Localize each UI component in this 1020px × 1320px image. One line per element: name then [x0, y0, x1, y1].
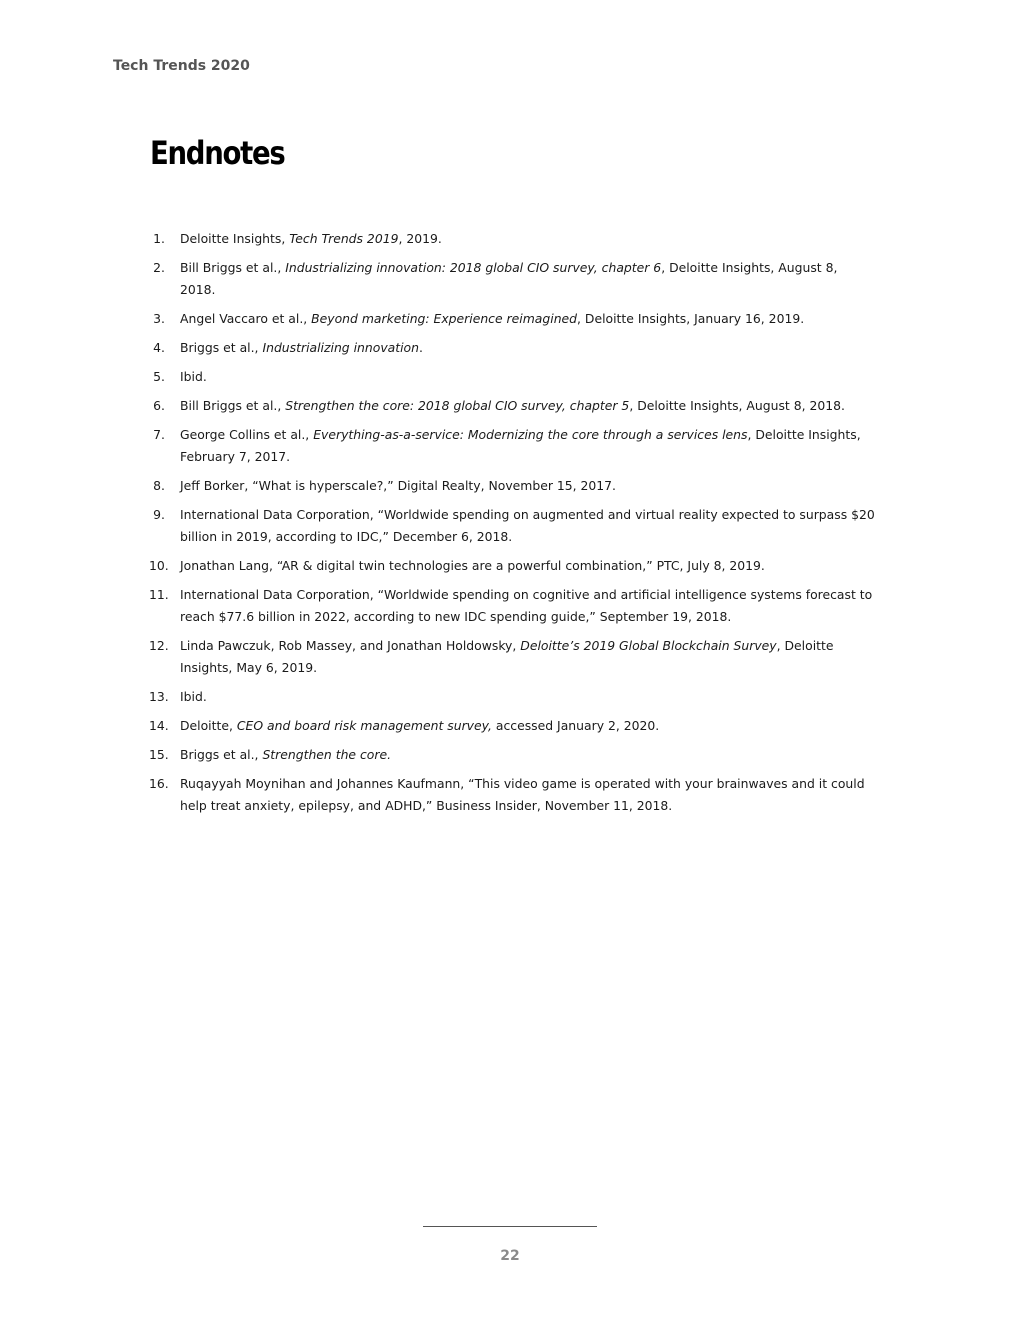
endnote-text: Jeff Borker, “What is hyperscale?,” Digital Realty, November 15, 2017.: [180, 478, 616, 493]
endnote-item: [150, 744, 875, 766]
endnote-item: [150, 555, 875, 577]
endnote-item: [150, 686, 875, 708]
endnote-item: [150, 395, 875, 417]
endnote-text: Briggs et al., Strengthen the core.: [180, 747, 392, 762]
endnote-text: Ruqayyah Moynihan and Johannes Kaufmann, “This video game is operated with your brainwaves and it could help treat anxiety, epilepsy, and ADHD,” Business Insider, November 11, 2018.: [180, 776, 865, 813]
endnote-number: 2.: [153, 260, 165, 275]
endnote-item: [150, 584, 875, 628]
endnote-text: Linda Pawczuk, Rob Massey, and Jonathan Holdowsky, Deloitte’s 2019 Global Blockchain Survey, Deloitte Insights, May 6, 2019.: [180, 638, 834, 675]
endnote-number: 5.: [153, 369, 165, 384]
endnote-item: [150, 635, 875, 679]
endnote-text: Ibid.: [180, 369, 207, 384]
endnote-item: [150, 366, 875, 388]
endnote-number: 4.: [153, 340, 165, 355]
endnote-number: 13.: [149, 689, 169, 704]
endnote-item: [150, 504, 875, 548]
endnote-item: [150, 337, 875, 359]
endnote-text: Jonathan Lang, “AR & digital twin technologies are a powerful combination,” PTC, July 8, 2019.: [180, 558, 765, 573]
endnote-number: 6.: [153, 398, 165, 413]
endnote-number: 15.: [149, 747, 169, 762]
endnote-item: [150, 308, 875, 330]
endnote-number: 10.: [149, 558, 169, 573]
endnote-number: 3.: [153, 311, 165, 326]
endnote-number: 9.: [153, 507, 165, 522]
page-number: 22: [500, 1248, 520, 1264]
endnote-text: Bill Briggs et al., Strengthen the core: 2018 global CIO survey, chapter 5, Deloitte Insights, August 8, 2018.: [180, 398, 845, 413]
endnote-text: Angel Vaccaro et al., Beyond marketing: Experience reimagined, Deloitte Insights, January 16, 2019.: [180, 311, 805, 326]
endnote-text: Ibid.: [180, 689, 207, 704]
endnote-number: 11.: [149, 587, 169, 602]
endnotes-list: [150, 228, 875, 824]
endnote-text: Bill Briggs et al., Industrializing innovation: 2018 global CIO survey, chapter 6, Deloitte Insights, August 8, 2018.: [180, 260, 838, 297]
endnote-item: [150, 475, 875, 497]
endnote-text: George Collins et al., Everything-as-a-service: Modernizing the core through a services lens, Deloitte Insights, February 7, 2017.: [180, 427, 861, 464]
endnote-text: Briggs et al., Industrializing innovation.: [180, 340, 423, 355]
endnote-number: 14.: [149, 718, 169, 733]
page-title: Endnotes: [150, 134, 285, 172]
endnote-item: [150, 715, 875, 737]
endnote-item: [150, 228, 875, 250]
endnote-number: 7.: [153, 427, 165, 442]
endnote-number: 16.: [149, 776, 169, 791]
endnote-text: Deloitte, CEO and board risk management survey, accessed January 2, 2020.: [180, 718, 660, 733]
footer-divider: [423, 1226, 597, 1227]
endnote-number: 8.: [153, 478, 165, 493]
endnote-item: [150, 424, 875, 468]
endnote-number: 12.: [149, 638, 169, 653]
endnote-item: [150, 257, 875, 301]
endnote-number: 1.: [153, 231, 165, 246]
endnote-item: [150, 773, 875, 817]
running-header: Tech Trends 2020: [113, 58, 250, 74]
endnote-text: International Data Corporation, “Worldwide spending on augmented and virtual reality expected to surpass $20 billion in 2019, according to IDC,” December 6, 2018.: [180, 507, 875, 544]
endnote-text: International Data Corporation, “Worldwide spending on cognitive and artificial intelligence systems forecast to reach $77.6 billion in 2022, according to new IDC spending guide,” September 19, 2018.: [180, 587, 873, 624]
endnote-text: Deloitte Insights, Tech Trends 2019, 2019.: [180, 231, 442, 246]
